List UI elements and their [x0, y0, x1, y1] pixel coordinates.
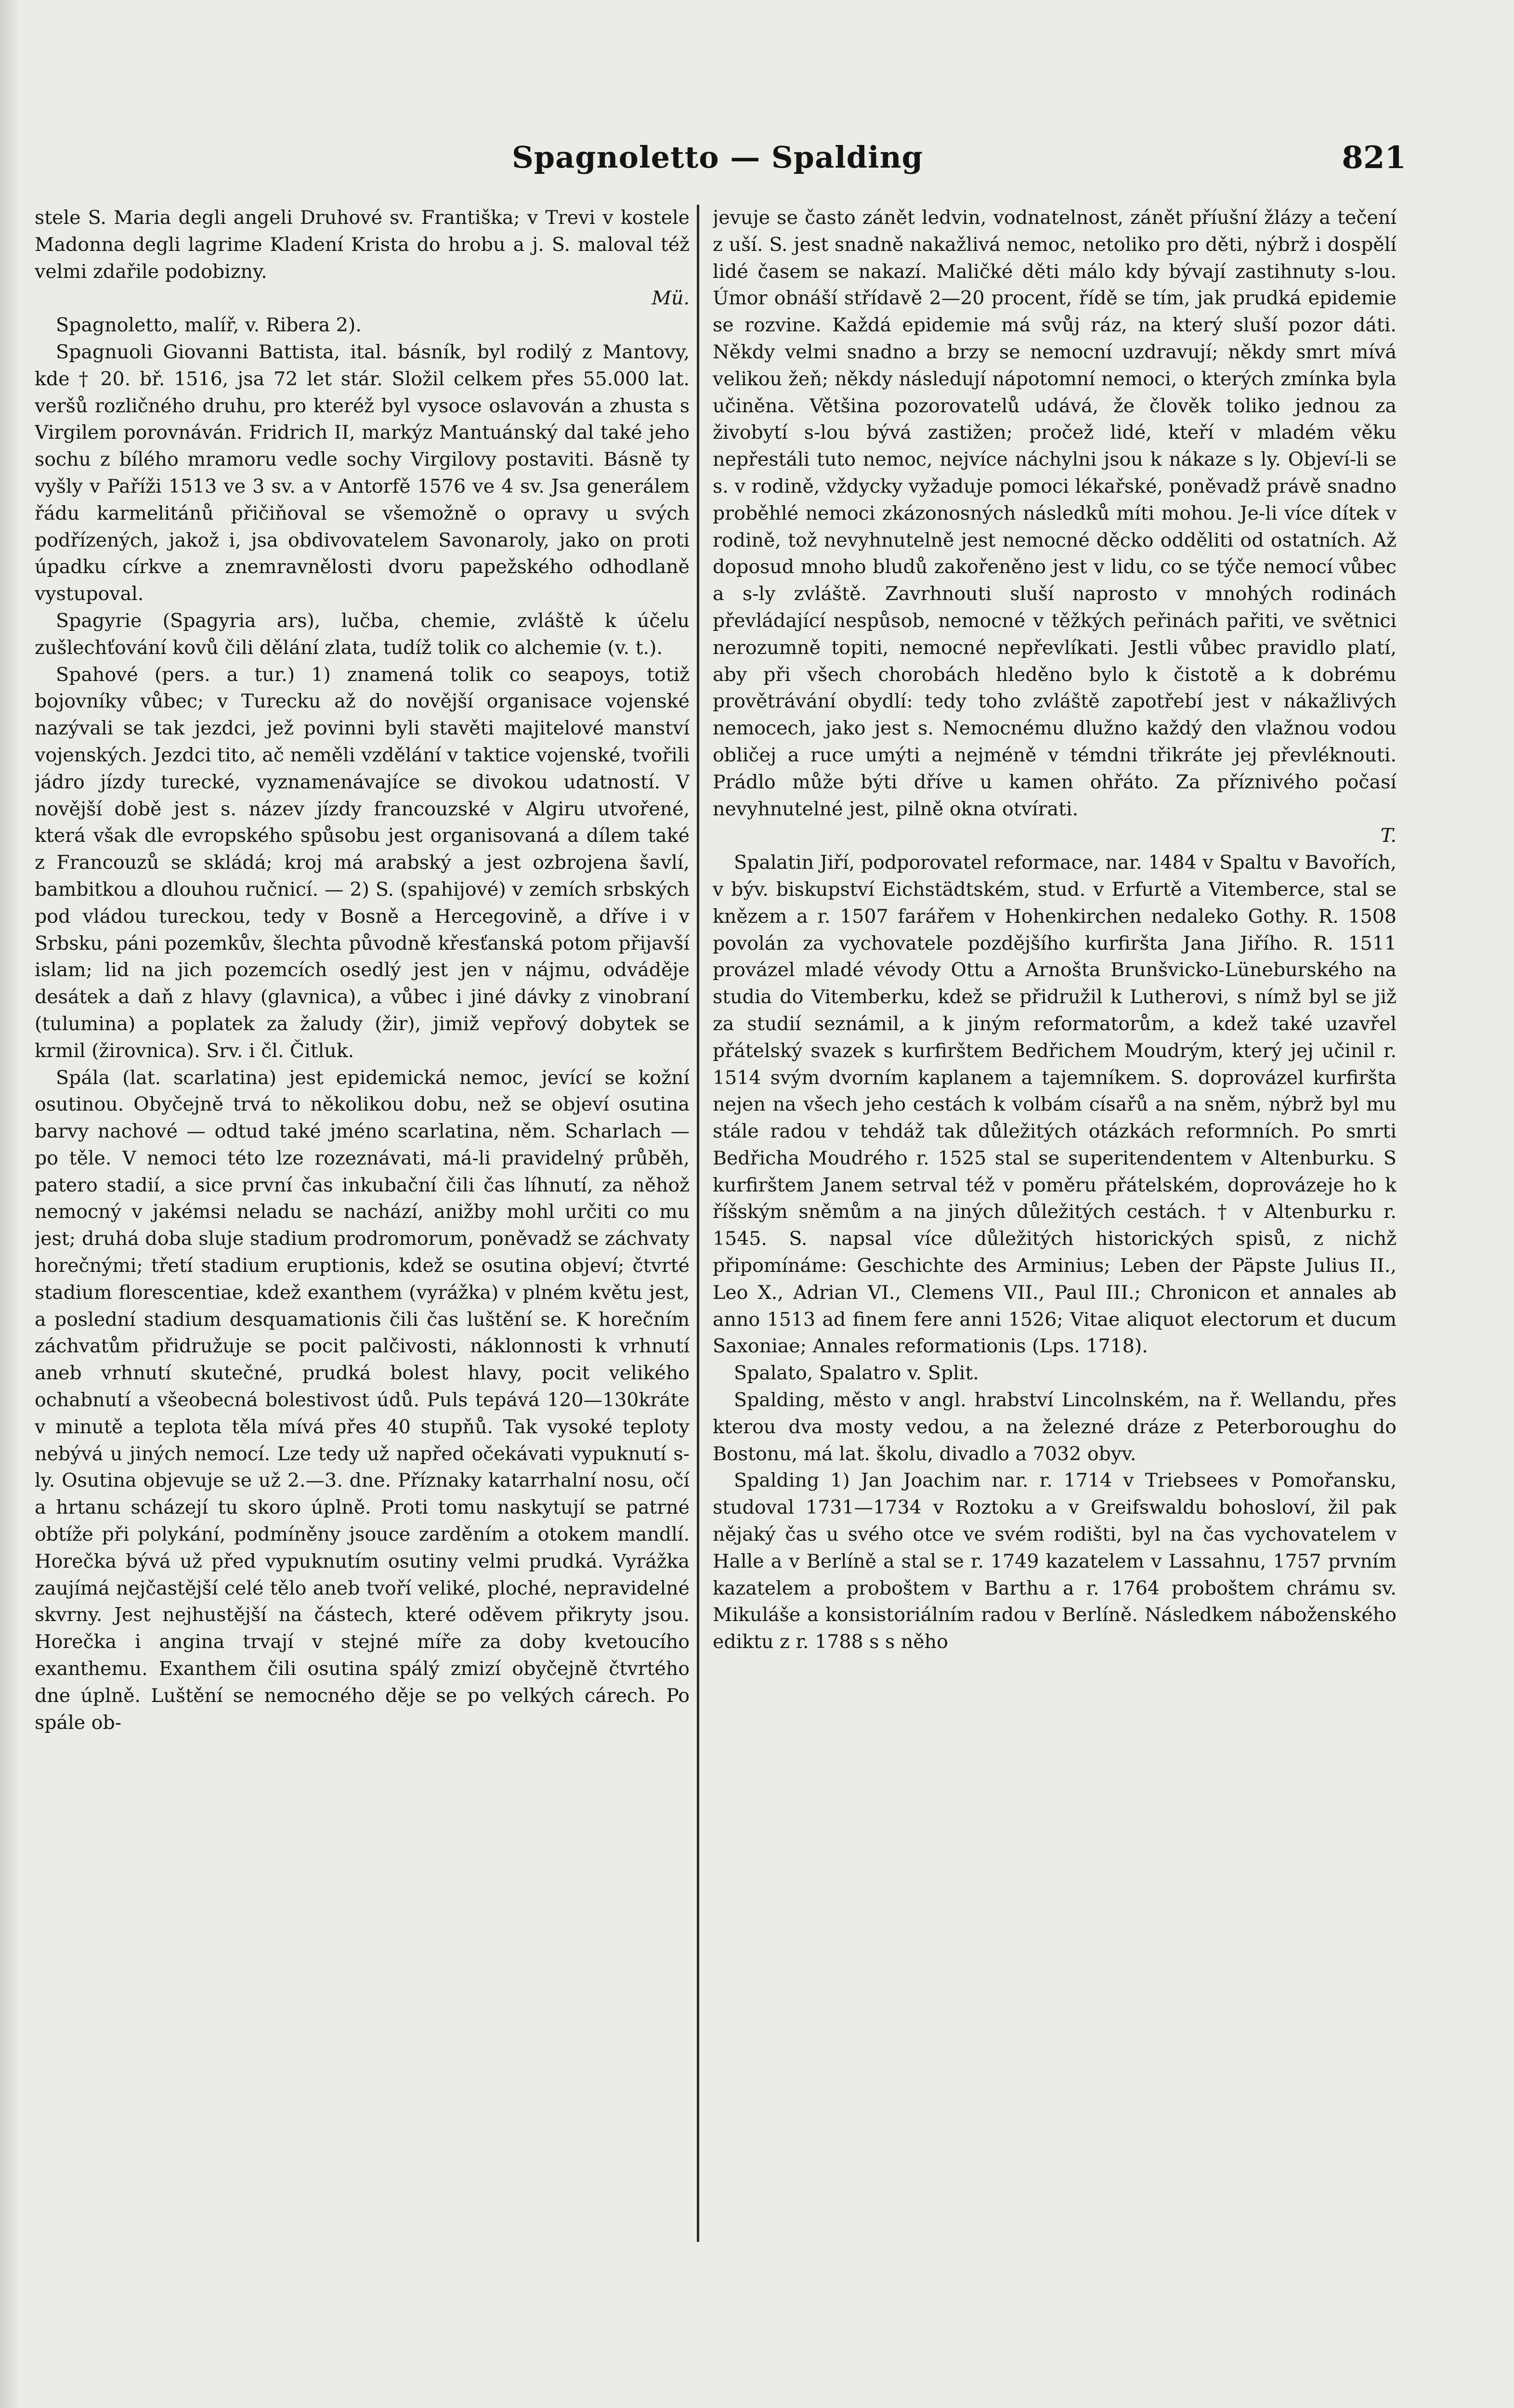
running-head: Spagnoletto — Spalding	[511, 140, 924, 175]
entry-spahove: Spahové (pers. a tur.) 1) znamená tolik co seapoys, totiž bojovníky vůbec; v Turecku až do novější organisace vojenské nazývali se tak jezdci, jež povinni byli stavěti majitelové manství vojenských. Jezdci tito, ač neměli vzdělání v taktice vojenské, tvořili jádro jízdy turecké, vyznamenávajíce se divokou udatností. V novější době jest s. název jízdy francouzské v Algiru utvořené, která však dle evropského spůsobu jest organisovaná a dílem také z Francouzů se skládá; kroj má arabský a jest ozbrojena šavlí, bambitkou a dlouhou ručnicí. — 2) S. (spahijové) v zemích srbských pod vládou tureckou, tedy v Bosně a Hercegovině, a dříve i v Srbsku, páni pozemkův, šlechta původně křesťanská potom přijavší islam; lid na jich pozemcích osedlý jest jen v nájmu, odváděje desátek a daň z hlavy (glavnica), a vůbec i jiné dávky z vinobraní (tulumina) a poplatek za žaludy (žir), jimiž vepřový dobytek se krmil (žirovnica). Srv. i čl. Čitluk.	[35, 663, 690, 1062]
entry-text: jevuje se často zánět ledvin, vodnatelnost, zánět příušní žlázy a tečení z uší. S. jest snadně nakažlivá nemoc, netoliko pro děti, nýbrž i dospělí lidé časem se nakazí. Maličké děti málo kdy bývají zastihnuty s-lou. Úmor obnáší střídavě 2—20 procent, řídě se tím, jak prudká epidemie se rozvine. Každá epidemie má svůj ráz, na který sluší pozor dáti. Někdy velmi snadno a brzy se nemocní uzdravují; někdy smrt mívá velikou žeň; někdy následují nápotomní nemoci, o kterých zmínka byla učiněna. Většina pozorovatelů udává, že člověk toliko jednou za živobytí s-lou bývá zastižen; pročež lidé, kteří v mladém věku nepřestáli tuto nemoc, nejvíce náchylni jsou k nákaze s ly. Objeví-li se s. v rodině, vždycky vyžaduje pomoci lékařské, poněvadž právě snadno proběhlé nemoci zkázonosných následků míti mohou. Je-li více dítek v rodině, tož nevyhnutelně jest nemocné děcko odděliti od ostatních. Až doposud mnoho bludů zakořeněno jest v lidu, co se týče nemocí vůbec a s-ly zvláště. Zavrhnouti sluší naprosto v mnohých rodinách převládající nespůsob, nemocné v těžkých peřinách pařiti, ve světnici nerozumně topiti, nemocné nepřevlíkati. Jestli vůbec pravidlo platí, aby při všech chorobách hleděno bylo k čistotě a k dobrému provětrávání obydlí: tedy toho zvláště zapotřebí jest v nákažlivých nemocech, jako jest s. Nemocnému dlužno každý den vlažnou vodou obličej a ruce umýti a nejméně v témdni třikráte jej převléknouti. Prádlo může býti dříve u kamen ohřáto. Za příznivého počasí nevyhnutelné jest, pilně okna otvírati.	[713, 207, 1397, 820]
author-signature: Mü.	[652, 287, 690, 310]
right-column	[713, 205, 1397, 2408]
entry-spalding-person: Spalding 1) Jan Joachim nar. r. 1714 v Triebsees v Pomořansku, studoval 1731—1734 v Roztoku a v Greifswaldu bohosloví, žil pak nějaký čas u svého otce ve svém rodišti, byl na čas vychovatelem v Halle a v Berlíně a stal se r. 1749 kazatelem v Lassahnu, 1757 prvním kazatelem a proboštem v Barthu a r. 1764 proboštem chrámu sv. Mikuláše a konsistoriálním radou v Berlíně. Následkem náboženského ediktu z r. 1788 s s něho	[713, 1469, 1397, 1653]
entry-spagnuoli: Spagnuoli Giovanni Battista, ital. básník, byl rodilý z Mantovy, kde † 20. bř. 1516, jsa 72 let stár. Složil celkem přes 55.000 lat. veršů rozličného druhu, pro kteréž byl vysoce oslavován a zhusta s Virgilem porovnáván. Fridrich II, markýz Mantuánský dal také jeho sochu z bílého mramoru vedle sochy Virgilovy postaviti. Básně ty vyšly v Paříži 1513 ve 3 sv. a v Antorfě 1576 ve 4 sv. Jsa generálem řádu karmelitánů přičiňoval se všemožně o opravy u svých podřízených, jakož i, jsa obdivovatelem Savonaroly, jako on proti úpadku církve a znemravnělosti dvoru papežského odhodlaně vystupoval.	[35, 340, 690, 605]
page-number: 821	[1342, 140, 1406, 176]
entry-spalding-town: Spalding, město v angl. hrabství Lincolnském, na ř. Wellandu, přes kterou dva mosty vedou, a na železné dráze z Peterboroughu do Bostonu, má lat. školu, divadlo a 7032 obyv.	[713, 1389, 1397, 1465]
entry-spalatin: Spalatin Jiří, podporovatel reformace, nar. 1484 v Spaltu v Bavořích, v býv. biskupství Eichstädtském, stud. v Erfurtě a Vitemberce, stal se knězem a r. 1507 farářem v Hohenkirchen nedaleko Gothy. R. 1508 povolán za vychovatele pozdějšího kurfiršta Jana Jiřího. R. 1511 provázel mladé vévody Ottu a Arnošta Brunšvicko-Lüneburského na studia do Vitemberku, kdež se přidružil k Lutherovi, s nímž byl se již za studií seznámil, a k jiným reformatorům, a kdež také uzavřel přátelský svazek s kurfirštem Bedřichem Moudrým, který jej učinil r. 1514 svým dvorním kaplanem a tajemníkem. S. doprovázel kurfiršta nejen na všech jeho cestách k volbám císařů a na sněm, nýbrž byl mu stále radou v tehdáž tak důležitých otázkách reformních. Po smrti Bedřicha Moudrého r. 1525 stal se superitendentem v Altenburku. S kurfirštem Janem setrval též v poměru přátelském, doprovázeje ho k říšským sněmům a na jiných důležitých cestách. † v Altenburku r. 1545. S. napsal více důležitých historických spisů, z nichž připomínáme: Geschichte des Arminius; Leben der Päpste Julius II., Leo X., Adrian VI., Clemens VII., Paul III.; Chronicon et annales ab anno 1513 ad finem fere anni 1526; Vitae aliquot electorum et ducum Saxoniae; Annales reformationis (Lps. 1718).	[713, 851, 1397, 1358]
entry-continuation	[35, 205, 690, 312]
entry-spagyrie: Spagyrie (Spagyria ars), lučba, chemie, zvláště k účelu zušlechťování kovů čili dělání zlata, tudíž tolik co alchemie (v. t.).	[35, 609, 690, 659]
page-header	[29, 130, 1406, 183]
author-signature: T.	[1380, 824, 1397, 847]
entry-continuation	[713, 205, 1397, 850]
entry-spagnoletto: Spagnoletto, malíř, v. Ribera 2).	[56, 314, 362, 337]
column-divider	[697, 205, 699, 2242]
left-column	[35, 205, 690, 2408]
entry-spala: Spála (lat. scarlatina) jest epidemická nemoc, jevící se kožní osutinou. Obyčejně trvá to několikou dobu, než se objeví osutina barvy nachové — odtud také jméno scarlatina, něm. Scharlach — po těle. V nemoci této lze rozeznávati, má-li pravidelný průběh, patero stadií, a sice první čas inkubační čili čas líhnutí, za něhož nemocný v jakémsi neladu se nachází, anižby mohl určiti co mu jest; druhá doba sluje stadium prodromorum, poněvadž se záchvaty horečnými; třetí stadium eruptionis, kdež se osutina objeví; čtvrté stadium florescentiae, kdež exanthem (vyrážka) v plném květu jest, a poslední stadium desquamationis čili čas luštění se. K horečním záchvatům přidružuje se pocit palčivosti, náklonnosti k vrhnutí aneb vrhnutí skutečné, prudká bolest hlavy, pocit velikého ochabnutí a všeobecná bolestivost údů. Puls tepává 120—130kráte v minutě a teplota těla mívá přes 40 stupňů. Tak vysoké teploty nebývá u jiných nemocí. Lze tedy už napřed očekávati vypuknutí s-ly. Osutina objevuje se už 2.—3. dne. Příznaky katarrhalní nosu, očí a hrtanu scházejí tu skoro úplně. Proti tomu naskytují se patrné obtíže při polykání, podmíněny jsouce zarděním a otokem mandlí. Horečka bývá už před vypuknutím osutiny velmi prudká. Vyrážka zaujímá nejčastější celé tělo aneb tvoří veliké, ploché, nepravidelné skvrny. Jest nejhustější na částech, které oděvem přikryty jsou. Horečka i angina trvají v stejné míře za doby kvetoucího exanthemu. Exanthem čili osutina spálý zmizí obyčejně čtvrtého dne úplně. Luštění se nemocného děje se po velkých cárech. Po spále ob-	[35, 1066, 690, 1734]
entry-text: stele S. Maria degli angeli Druhové sv. Františka; v Trevi v kostele Madonna degli lagrime Kladení Krista do hrobu a j. S. maloval též velmi zdařile podobizny.	[35, 207, 690, 283]
page-edge-shadow	[0, 0, 19, 2408]
entry-spalato: Spalato, Spalatro v. Split.	[734, 1362, 979, 1385]
